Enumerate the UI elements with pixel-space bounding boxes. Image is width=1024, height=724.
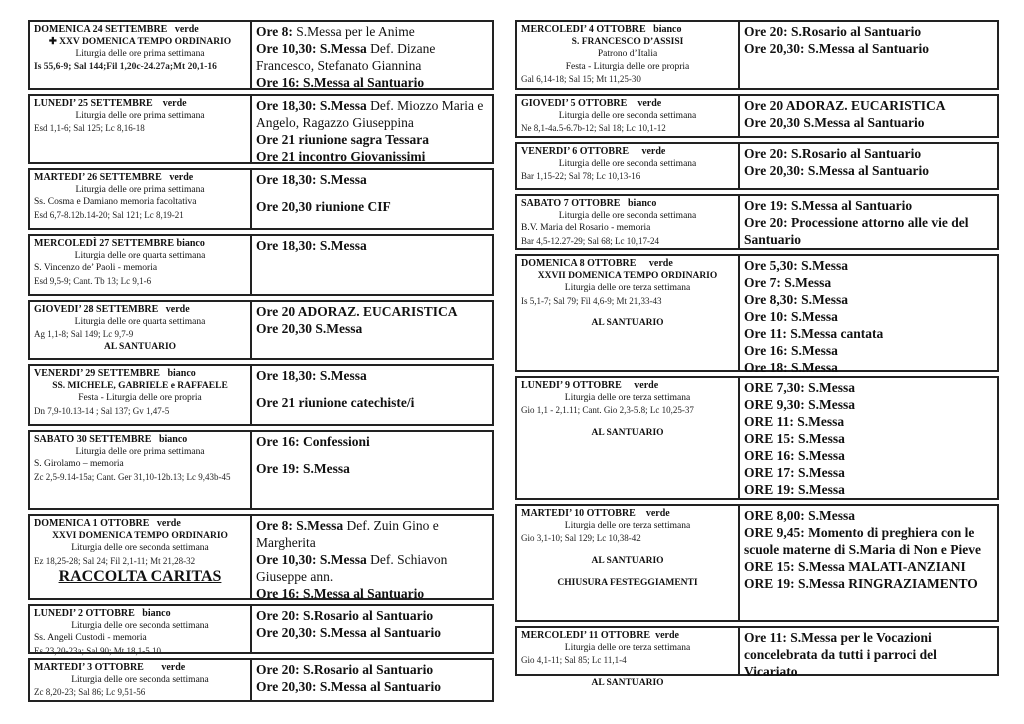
schedule-line [744, 575, 993, 592]
schedule-time: Ore 8: S.Messa [256, 518, 344, 533]
liturgy-line: Liturgia delle ore quarta settimana [74, 251, 206, 262]
schedule-time: ORE 9,30: S.Messa [744, 397, 855, 412]
day-row [515, 626, 999, 688]
schedule-cell [250, 606, 492, 652]
schedule-time: Ore 8: [256, 24, 293, 39]
scripture-reference: Esd 9,5-9; Cant. Tb 13; Lc 9,1-6 [34, 275, 152, 286]
schedule-line [256, 607, 488, 624]
schedule-time: ORE 8,00: S.Messa [744, 508, 855, 523]
day-info-cell [517, 628, 738, 688]
right-column [515, 20, 999, 688]
scripture-reference: Gio 1,1 - 2,1.11; Cant. Gio 2,3-5.8; Lc 10,25-37 [521, 405, 694, 416]
schedule-time: ORE 15: S.Messa MALATI-ANZIANI [744, 559, 966, 574]
liturgy-line: Liturgia delle ore seconda settimana [558, 159, 697, 170]
scripture-reference: Gio 3,1-10; Sal 129; Lc 10,38-42 [521, 533, 641, 544]
schedule-line [256, 384, 488, 394]
day-row [515, 94, 999, 138]
liturgy-line: Liturgia delle ore seconda settimana [71, 543, 209, 554]
schedule-detail: Def. Schiavon Giuseppe ann. [256, 552, 448, 584]
schedule-time: Ore 20,30 riunione CIF [256, 199, 391, 214]
schedule-time: Ore 20,30 S.Messa [256, 321, 363, 336]
schedule-time: Ore 20,30: S.Messa al Santuario [256, 625, 441, 640]
liturgy-line: Festa - Liturgia delle ore propria [565, 61, 690, 72]
day-row [28, 430, 494, 510]
schedule-line [256, 320, 488, 337]
liturgy-line: B.V. Maria del Rosario - memoria [521, 223, 651, 234]
schedule-line [744, 162, 993, 179]
schedule-line [744, 97, 993, 114]
schedule-line [744, 197, 993, 214]
liturgy-line: Liturgia delle ore prima settimana [75, 185, 205, 196]
schedule-time: Ore 18,30: S.Messa [256, 98, 367, 113]
schedule-line [256, 433, 488, 450]
day-row [28, 604, 494, 654]
schedule-time: Ore 19: S.Messa al Santuario [744, 198, 913, 213]
schedule-cell [250, 170, 492, 228]
schedule-time: ORE 15: S.Messa [744, 431, 845, 446]
schedule-line [256, 367, 488, 384]
schedule-time: Ore 18,30: S.Messa [256, 238, 367, 253]
scripture-reference: Es 23,20-23a; Sal 90; Mt 18,1-5.10 [34, 645, 161, 656]
schedule-line [744, 325, 993, 342]
schedule-time: ORE 17: S.Messa [744, 465, 845, 480]
schedule-time: Ore 21 incontro Giovanissimi [256, 149, 426, 164]
collection-banner: RACCOLTA CARITAS [58, 567, 222, 585]
schedule-cell [250, 96, 492, 162]
schedule-time: Ore 18,30: S.Messa [256, 172, 367, 187]
day-info-cell [30, 96, 250, 162]
schedule-line [256, 131, 488, 148]
schedule-time: Ore 20 ADORAZ. EUCARISTICA [744, 98, 946, 113]
schedule-line [256, 97, 488, 131]
liturgy-line: Ss. Cosma e Damiano memoria facoltativa [34, 197, 197, 208]
schedule-line [256, 585, 488, 602]
liturgy-line: Liturgia delle ore quarta settimana [74, 317, 206, 328]
schedule-line [744, 291, 993, 308]
schedule-line [256, 171, 488, 188]
schedule-line [744, 379, 993, 396]
liturgy-line: ✚ XXV DOMENICA TEMPO ORDINARIO [48, 37, 232, 48]
scripture-reference: Zc 8,20-23; Sal 86; Lc 9,51-56 [34, 687, 146, 698]
day-row [515, 142, 999, 190]
schedule-time: Ore 16: S.Messa al Santuario [256, 75, 425, 90]
liturgy-line: Liturgia delle ore terza settimana [564, 283, 691, 294]
liturgy-line: Ss. Angeli Custodi - memoria [34, 633, 147, 644]
schedule-time: Ore 10,30: S.Messa [256, 552, 367, 567]
schedule-cell [250, 366, 492, 424]
schedule-time: Ore 20: S.Rosario al Santuario [256, 662, 434, 677]
schedule-time: Ore 18: S.Messa [744, 360, 838, 375]
day-row [515, 376, 999, 500]
schedule-line [744, 481, 993, 498]
day-info-cell [30, 660, 250, 700]
day-header: SABATO 30 SETTEMBRE bianco [34, 434, 188, 445]
schedule-line [744, 524, 993, 558]
scripture-reference: Esd 6,7-8.12b.14-20; Sal 121; Lc 8,19-21 [34, 209, 184, 220]
schedule-line [256, 460, 488, 477]
schedule-line [744, 413, 993, 430]
schedule-cell [738, 144, 997, 188]
liturgy-line: Festa - Liturgia delle ore propria [78, 393, 202, 404]
liturgy-line: Liturgia delle ore terza settimana [564, 521, 691, 532]
schedule-time: Ore 16: S.Messa [744, 343, 838, 358]
day-header: DOMENICA 8 OTTOBRE verde [521, 258, 673, 269]
schedule-time: Ore 16: Confessioni [256, 434, 370, 449]
schedule-time: Ore 10,30: S.Messa [256, 41, 367, 56]
day-info-cell [30, 236, 250, 294]
schedule-time: ORE 19: S.Messa [744, 482, 845, 497]
liturgy-line: S. Girolamo – memoria [34, 459, 124, 470]
left-column [28, 20, 494, 706]
schedule-cell [250, 302, 492, 358]
day-header: VENERDI’ 6 OTTOBRE verde [521, 146, 666, 157]
scripture-reference: Bar 4,5-12.27-29; Sal 68; Lc 10,17-24 [521, 235, 659, 246]
schedule-cell [738, 96, 997, 136]
day-info-cell [517, 256, 738, 370]
day-row [28, 364, 494, 426]
schedule-time: Ore 21 riunione sagra Tessara [256, 132, 430, 147]
day-header: MERCOLEDÌ 27 SETTEMBRE bianco [34, 238, 205, 249]
scripture-reference: Gio 4,1-11; Sal 85; Lc 11,1-4 [521, 655, 627, 666]
day-header: GIOVEDI’ 28 SETTEMBRE verde [34, 304, 190, 315]
day-header: DOMENICA 1 OTTOBRE verde [34, 518, 181, 529]
schedule-time: ORE 19: S.Messa RINGRAZIAMENTO [744, 576, 978, 591]
schedule-time: ORE 9,45: Momento di preghiera con le scuole materne di S.Maria di Non e Pieve [744, 525, 981, 557]
day-row [28, 168, 494, 230]
day-info-cell [30, 432, 250, 508]
schedule-line [256, 450, 488, 460]
schedule-time: Ore 20,30: S.Messa al Santuario [744, 163, 929, 178]
schedule-time: Ore 11: S.Messa per le Vocazioni concelebrata da tutti i parroci del Vicariato [744, 630, 937, 679]
schedule-time: ORE 16: S.Messa [744, 448, 845, 463]
day-header: MARTEDI’ 3 OTTOBRE verde [34, 662, 186, 673]
day-row [28, 658, 494, 702]
schedule-time: Ore 21 riunione catechiste/i [256, 395, 415, 410]
day-row [515, 20, 999, 90]
liturgy-line: Liturgia delle ore terza settimana [564, 393, 691, 404]
day-header: LUNEDI’ 2 OTTOBRE bianco [34, 608, 171, 619]
schedule-line [744, 114, 993, 131]
liturgy-line: Liturgia delle ore terza settimana [564, 643, 691, 654]
scripture-reference: Is 55,6-9; Sal 144;Fil 1,20c-24.27a;Mt 20,1-16 [34, 61, 217, 72]
schedule-line [256, 40, 488, 74]
liturgy-line: S. FRANCESCO D’ASSISI [571, 37, 684, 48]
schedule-time: Ore 20: Processione attorno alle vie del Santuario [744, 215, 969, 247]
schedule-line [744, 464, 993, 481]
day-info-cell [517, 96, 738, 136]
day-row [515, 504, 999, 622]
schedule-cell [738, 628, 997, 679]
schedule-line [744, 507, 993, 524]
schedule-line [256, 661, 488, 678]
day-info-cell [30, 606, 250, 656]
closing-note: CHIUSURA FESTEGGIAMENTI [557, 577, 698, 588]
schedule-line [256, 148, 488, 165]
day-row [515, 194, 999, 250]
day-row [28, 234, 494, 296]
schedule-line [744, 447, 993, 464]
scripture-reference: Zc 2,5-9.14-15a; Cant. Ger 31,10-12b.13; Lc 9,43b-45 [34, 471, 231, 482]
schedule-line [744, 396, 993, 413]
day-header: DOMENICA 24 SETTEMBRE verde [34, 24, 199, 35]
schedule-cell [738, 22, 997, 88]
day-row [28, 300, 494, 360]
schedule-time: Ore 20,30: S.Messa al Santuario [744, 41, 929, 56]
schedule-cell [738, 196, 997, 248]
scripture-reference: Esd 1,1-6; Sal 125; Lc 8,16-18 [34, 123, 145, 134]
day-info-cell [517, 144, 738, 188]
day-row [28, 514, 494, 600]
day-info-cell [30, 170, 250, 228]
schedule-line [256, 551, 488, 585]
liturgy-line: S. Vincenzo de’ Paoli - memoria [34, 263, 158, 274]
schedule-line [256, 188, 488, 198]
liturgy-line: Patrono d’Italia [597, 49, 658, 60]
schedule-line [744, 359, 993, 376]
schedule-time: ORE 7,30: S.Messa [744, 380, 855, 395]
schedule-cell [250, 236, 492, 294]
schedule-time: Ore 11: S.Messa cantata [744, 326, 884, 341]
schedule-line [744, 257, 993, 274]
day-row [515, 254, 999, 375]
scripture-reference: Gal 6,14-18; Sal 15; Mt 11,25-30 [521, 73, 641, 84]
schedule-time: Ore 20,30 S.Messa al Santuario [744, 115, 925, 130]
schedule-detail: Def. Dizane Francesco, Stefanato Giannina [256, 41, 436, 73]
schedule-detail: S.Messa per le Anime [292, 24, 415, 39]
schedule-time: Ore 7: S.Messa [744, 275, 832, 290]
schedule-cell [738, 378, 997, 498]
day-header: LUNEDI’ 25 SETTEMBRE verde [34, 98, 187, 109]
liturgy-line: Liturgia delle ore seconda settimana [558, 211, 697, 222]
schedule-line [744, 342, 993, 359]
day-header: VENERDI’ 29 SETTEMBRE bianco [34, 368, 196, 379]
schedule-cell [738, 256, 997, 375]
day-header: MERCOLEDI’ 11 OTTOBRE verde [521, 630, 679, 641]
day-header: MERCOLEDI’ 4 OTTOBRE bianco [521, 24, 682, 35]
day-info-cell [517, 506, 738, 620]
schedule-time: Ore 5,30: S.Messa [744, 258, 848, 273]
liturgy-line: Liturgia delle ore seconda settimana [558, 111, 697, 122]
schedule-line [256, 74, 488, 91]
scripture-reference: Bar 1,15-22; Sal 78; Lc 10,13-16 [521, 171, 641, 182]
schedule-line [256, 237, 488, 254]
liturgy-line: Liturgia delle ore prima settimana [75, 49, 205, 60]
schedule-time: Ore 16: S.Messa al Santuario [256, 586, 425, 601]
schedule-time: Ore 8,30: S.Messa [744, 292, 848, 307]
schedule-time: Ore 20: S.Rosario al Santuario [744, 146, 922, 161]
day-row [28, 94, 494, 164]
day-header: SABATO 7 OTTOBRE bianco [521, 198, 657, 209]
liturgy-line: Liturgia delle ore prima settimana [75, 447, 205, 458]
day-row [28, 20, 494, 90]
schedule-line [744, 274, 993, 291]
schedule-time: Ore 10: S.Messa [744, 309, 838, 324]
schedule-time: Ore 20 ADORAZ. EUCARISTICA [256, 304, 458, 319]
day-info-cell [517, 196, 738, 248]
schedule-line [744, 23, 993, 40]
day-header: MARTEDI’ 10 OTTOBRE verde [521, 508, 670, 519]
schedule-time: Ore 20: S.Rosario al Santuario [256, 608, 434, 623]
schedule-time: Ore 20: S.Rosario al Santuario [744, 24, 922, 39]
schedule-line [744, 40, 993, 57]
day-info-cell [30, 366, 250, 424]
schedule-line [744, 145, 993, 162]
day-info-cell [30, 22, 250, 88]
liturgy-line: Liturgia delle ore seconda settimana [71, 621, 209, 632]
schedule-time: Ore 20,30: S.Messa al Santuario [256, 679, 441, 694]
schedule-line [256, 303, 488, 320]
liturgy-line: XXVII DOMENICA TEMPO ORDINARIO [537, 271, 718, 282]
scripture-reference: Ag 1,1-8; Sal 149; Lc 9,7-9 [34, 329, 134, 340]
day-header: LUNEDI’ 9 OTTOBRE verde [521, 380, 659, 391]
location-note: AL SANTUARIO [591, 555, 664, 566]
scripture-reference: Ne 8,1-4a.5-6.7b-12; Sal 18; Lc 10,1-12 [521, 123, 666, 134]
liturgy-line: Liturgia delle ore seconda settimana [71, 675, 209, 686]
location-note: AL SANTUARIO [591, 677, 664, 688]
location-note: AL SANTUARIO [591, 427, 664, 438]
schedule-line [256, 198, 488, 215]
liturgy-line: XXVI DOMENICA TEMPO ORDINARIO [52, 531, 228, 542]
location-note: AL SANTUARIO [591, 317, 664, 328]
schedule-line [256, 394, 488, 411]
schedule-time: Ore 19: S.Messa [256, 461, 350, 476]
scripture-reference: Is 5,1-7; Sal 79; Fil 4,6-9; Mt 21,33-43 [521, 295, 662, 306]
scripture-reference: Ez 18,25-28; Sal 24; Fil 2,1-11; Mt 21,28-32 [34, 555, 196, 566]
day-header: MARTEDI’ 26 SETTEMBRE verde [34, 172, 194, 183]
day-info-cell [30, 516, 250, 598]
liturgy-line: Liturgia delle ore prima settimana [75, 111, 205, 122]
day-info-cell [517, 22, 738, 88]
schedule-line [744, 430, 993, 447]
schedule-line [256, 23, 488, 40]
schedule-detail: Def. Zuin Gino e Margherita [256, 518, 439, 550]
schedule-line [744, 629, 993, 680]
scripture-reference: Dn 7,9-10.13-14 ; Sal 137; Gv 1,47-5 [34, 405, 170, 416]
schedule-detail: Def. Miozzo Maria e Angelo, Ragazzo Giuseppina [256, 98, 484, 130]
day-header: GIOVEDI’ 5 OTTOBRE verde [521, 98, 662, 109]
day-info-cell [30, 302, 250, 358]
schedule-line [256, 517, 488, 551]
location-note: AL SANTUARIO [103, 341, 177, 352]
schedule-line [256, 678, 488, 695]
schedule-time: Ore 18,30: S.Messa [256, 368, 367, 383]
schedule-line [744, 558, 993, 575]
schedule-cell [250, 516, 492, 601]
day-info-cell [517, 378, 738, 498]
schedule-line [256, 624, 488, 641]
schedule-cell [250, 22, 492, 88]
schedule-cell [250, 660, 492, 700]
schedule-line [744, 214, 993, 248]
liturgy-line: SS. MICHELE, GABRIELE e RAFFAELE [52, 381, 228, 392]
schedule-time: ORE 11: S.Messa [744, 414, 845, 429]
schedule-line [744, 308, 993, 325]
schedule-cell [738, 506, 997, 620]
schedule-cell [250, 432, 492, 508]
